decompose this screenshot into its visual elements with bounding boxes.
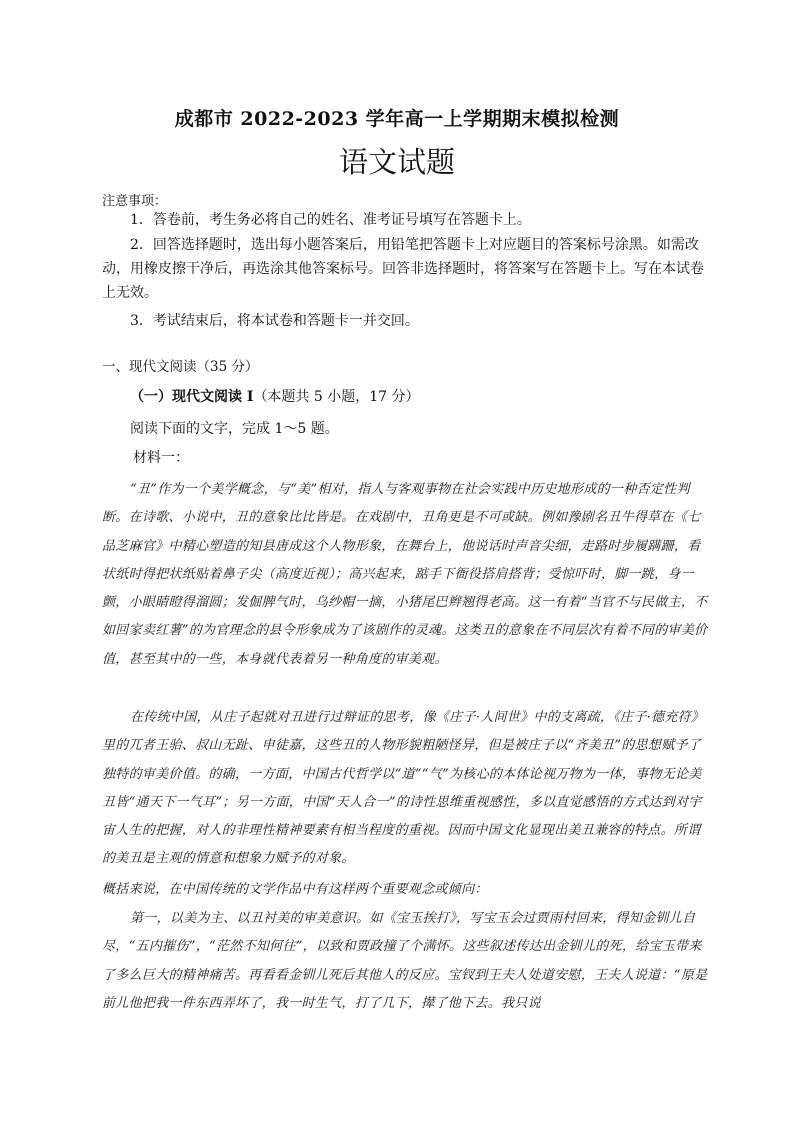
subject-title: 语文试题	[338, 145, 455, 179]
subsection-heading	[130, 386, 420, 406]
reading-instruction: 阅读下面的文字，完成 1～5 题。	[130, 421, 339, 437]
note-item-3: 3．考试结束后，将本试卷和答题卡一并交回。	[130, 313, 419, 329]
note-item-1: 1．答卷前，考生务必将自己的姓名、准考证号填写在答题卡上。	[130, 212, 531, 228]
passage-paragraph-4: 第一，以美为主、以丑衬美的审美意识。如《宝玉挨打》，写宝玉会过贾雨村回来，得知金钏儿自尽，“五内摧伤”，“茫然不知何往”，以致和贾政撞了个满怀。这些叙述传达出金钏儿的死，给宝玉带来了多么巨大的精神痛苦。再看看金钏儿死后其他人的反应。宝钗到王夫人处道安慰，王夫人说道：“原是前儿他把我一件东西弄坏了，我一时生气，打了几下，撵了他下去。我只说	[102, 911, 708, 1011]
subsection-detail: （本题共 5 小题，17 分）	[253, 389, 420, 405]
notes-heading: 注意事项：	[102, 194, 168, 209]
passage-paragraph-1: “丑”作为一个美学概念，与“美”相对，指人与客观事物在社会实践中历史地形成的一种否定性判断。在诗歌、小说中，丑的意象比比皆是。在戏剧中，丑角更是不可或缺。例如豫剧名丑牛得草在《七品芝麻官》中精心塑造的知县唐成这个人物形象，在舞台上，他说话时声音尖细，走路时步履蹒跚，看状纸时得把状纸贴着鼻子尖（高度近视）；高兴起来，踮手下衙役搭肩搭背；受惊吓时，脚一跳，身一颤，小眼睛瞪得溜圆；发倔脾气时，乌纱帽一摘，小猪尾巴辫翘得老高。这一有着“当官不与民做主，不如回家卖红薯”的为官理念的县令形象成为了该剧作的灵魂。这类丑的意象在不同层次有着不同的审美价值，甚至其中的一些，本身就代表着另一种角度的审美观。	[102, 482, 708, 667]
exam-title: 成都市 2022-2023 学年高一上学期期末模拟检测	[174, 108, 620, 130]
material-label: 材料一：	[133, 450, 189, 466]
passage-paragraph-3: 概括来说，在中国传统的文学作品中有这样两个重要观念或倾向：	[102, 882, 488, 897]
passage-paragraph-2: 在传统中国，从庄子起就对丑进行过辩证的思考，像《庄子·人间世》中的支离疏，《庄子·德充符》里的兀者王骀、叔山无趾、申徒嘉，这些丑的人物形貌粗陋怪异，但是被庄子以“齐美丑”的思想赋予了独特的审美价值。的确，一方面，中国古代哲学以“道”“气”为核心的本体论视万物为一体，事物无论美丑皆“通天下一气耳”；另一方面，中国“天人合一”的诗性思维重视感性，多以直觉感悟的方式达到对宇宙人生的把握，对人的非理性精神要素有相当程度的重视。因而中国文化显现出美丑兼容的特点。所谓的美丑是主观的情意和想象力赋予的对象。	[102, 710, 705, 867]
section-heading: 一、现代文阅读（35 分）	[102, 359, 259, 375]
subsection-title: （一）现代文阅读 I	[130, 389, 254, 405]
note-item-2: 2．回答选择题时，选出每小题答案后，用铅笔把答题卡上对应题目的答案标号涂黑。如需改动，用橡皮擦干净后，再选涂其他答案标号。回答非选择题时，将答案写在答题卡上。写在本试卷上无效。	[102, 237, 704, 301]
